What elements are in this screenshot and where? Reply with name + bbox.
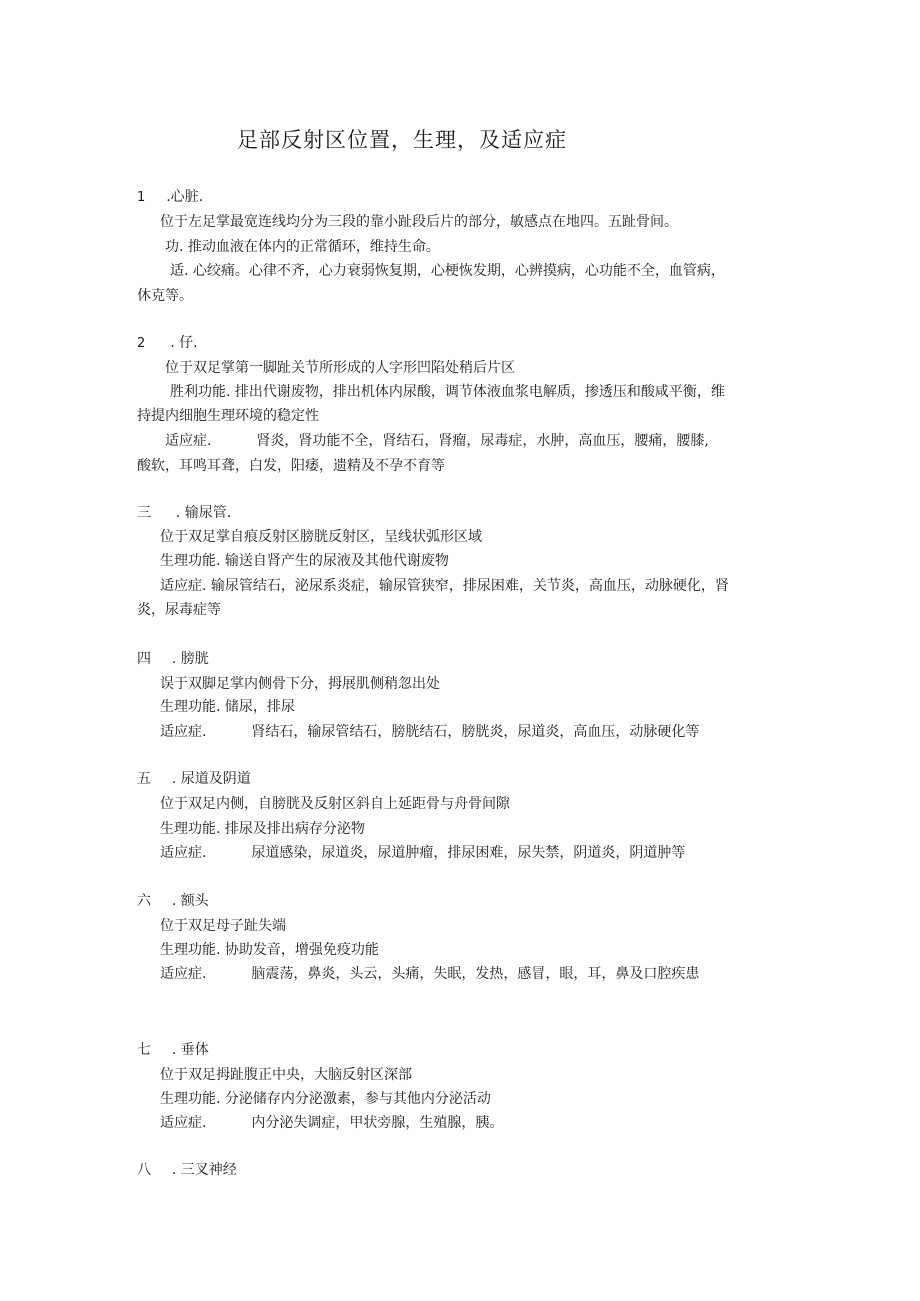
indication-label: 适应症. [160, 1115, 207, 1131]
body-line: 位于左足掌最宽连线均分为三段的靠小趾段后片的部分，敏感点在地四。五趾骨间。 [160, 214, 678, 230]
indication-line [160, 1114, 503, 1132]
body-line: 适应症. 输尿管结石，泌尿系炎症，输尿管狭窄，排尿困难，关节炎，高血压，动脉硬化，肾 [160, 578, 729, 594]
body-line: 生理功能. 输送自肾产生的尿液及其他代谢废物 [160, 553, 449, 569]
indication-line [160, 844, 685, 862]
section-heading [137, 188, 203, 207]
section-name: . 垂体 [171, 1042, 209, 1058]
indication-text: 肾炎，肾功能不全，肾结石，肾瘤，尿毒症，水肿，高血压，腰痛，腰膝, [256, 433, 709, 449]
indication-text: 肾结石，输尿管结石，膀胱结石，膀胱炎，尿道炎，高血压，动脉硬化等 [251, 724, 700, 740]
section-name: . 仔. [170, 335, 198, 351]
indication-label: 适应症. [160, 966, 207, 982]
section-name: . 输尿管. [175, 505, 232, 521]
section-name: . 尿道及阴道 [171, 771, 251, 787]
body-line: 酸软，耳鸣耳聋，白发，阳痿，遗精及不孕不育等 [137, 458, 445, 474]
body-line: 胜利功能. 排出代谢废物，排出机体内尿酸，调节体液血浆电解质，掺透压和酸咸平衡，维 [170, 384, 725, 400]
section-number: 1 [137, 190, 146, 205]
body-line: 位于双足拇趾腹正中央，大脑反射区深部 [160, 1067, 412, 1083]
section-heading [137, 770, 251, 788]
section-heading [137, 504, 231, 522]
body-line: 炎，尿毒症等 [137, 602, 221, 618]
body-line: 位于双足母子趾失端 [160, 918, 286, 934]
section-number: 七 [137, 1042, 151, 1058]
body-line: 生理功能. 储尿，排尿 [160, 699, 295, 715]
indication-label: 适应症. [165, 433, 212, 449]
page-title: 足部反射区位置，生理，及适应症 [237, 128, 567, 152]
indication-label: 适应症. [160, 724, 207, 740]
indication-text: 脑震荡，鼻炎，头云，头痛，失眠，发热，感冒，眼，耳，鼻及口腔疾患 [251, 966, 700, 982]
section-number: 2 [137, 336, 146, 351]
body-line: 持提内细胞生理环境的稳定性 [137, 408, 319, 424]
body-line: 位于双足掌自痕反射区膀胱反射区，呈线状弧形区域 [160, 529, 482, 545]
section-name: . 额头 [171, 893, 209, 909]
indication-line [165, 432, 709, 450]
indication-line [160, 723, 699, 741]
body-line: 生理功能. 排尿及排出病存分泌物 [160, 821, 365, 837]
body-line: 功. 推动血液在体内的正常循环，维持生命。 [165, 239, 440, 255]
indication-text: 尿道感染，尿道炎，尿道肿瘤，排尿困难，尿失禁，阴道炎，阴道肿等 [251, 845, 686, 861]
section-heading [137, 1161, 237, 1179]
indication-line [160, 965, 699, 983]
section-name: . 三叉神经 [171, 1162, 237, 1178]
section-heading [137, 892, 209, 910]
section-heading [137, 1041, 209, 1059]
section-number: 八 [137, 1162, 151, 1178]
section-number: 三 [137, 505, 151, 521]
body-line: 位于双足内侧，自膀胱及反射区斜自上延距骨与舟骨间隙 [160, 796, 510, 812]
indication-text: 内分泌失调症，甲状旁腺，生殖腺，胰。 [251, 1115, 504, 1131]
section-heading [137, 334, 198, 353]
body-line: 生理功能. 分泌储存内分泌激素，参与其他内分泌活动 [160, 1091, 491, 1107]
section-name: .心脏. [166, 189, 204, 205]
indication-label: 适应症. [160, 845, 207, 861]
body-line: 误于双脚足掌内侧骨下分，拇展肌侧稍忽出处 [160, 676, 440, 692]
body-line: 位于双足掌第一脚趾关节所形成的人字形凹陷处稍后片区 [165, 360, 515, 376]
section-number: 四 [137, 651, 151, 667]
section-name: . 膀胱 [171, 651, 209, 667]
section-heading [137, 650, 209, 668]
section-number: 五 [137, 771, 151, 787]
body-line: 休克等。 [137, 288, 193, 304]
section-number: 六 [137, 893, 151, 909]
body-line: 适. 心绞痛。心律不齐，心力衰弱恢复期，心梗恢发期，心辨摸病，心功能不全，血管病， [170, 263, 725, 279]
body-line: 生理功能. 协助发音，增强免疫功能 [160, 942, 379, 958]
